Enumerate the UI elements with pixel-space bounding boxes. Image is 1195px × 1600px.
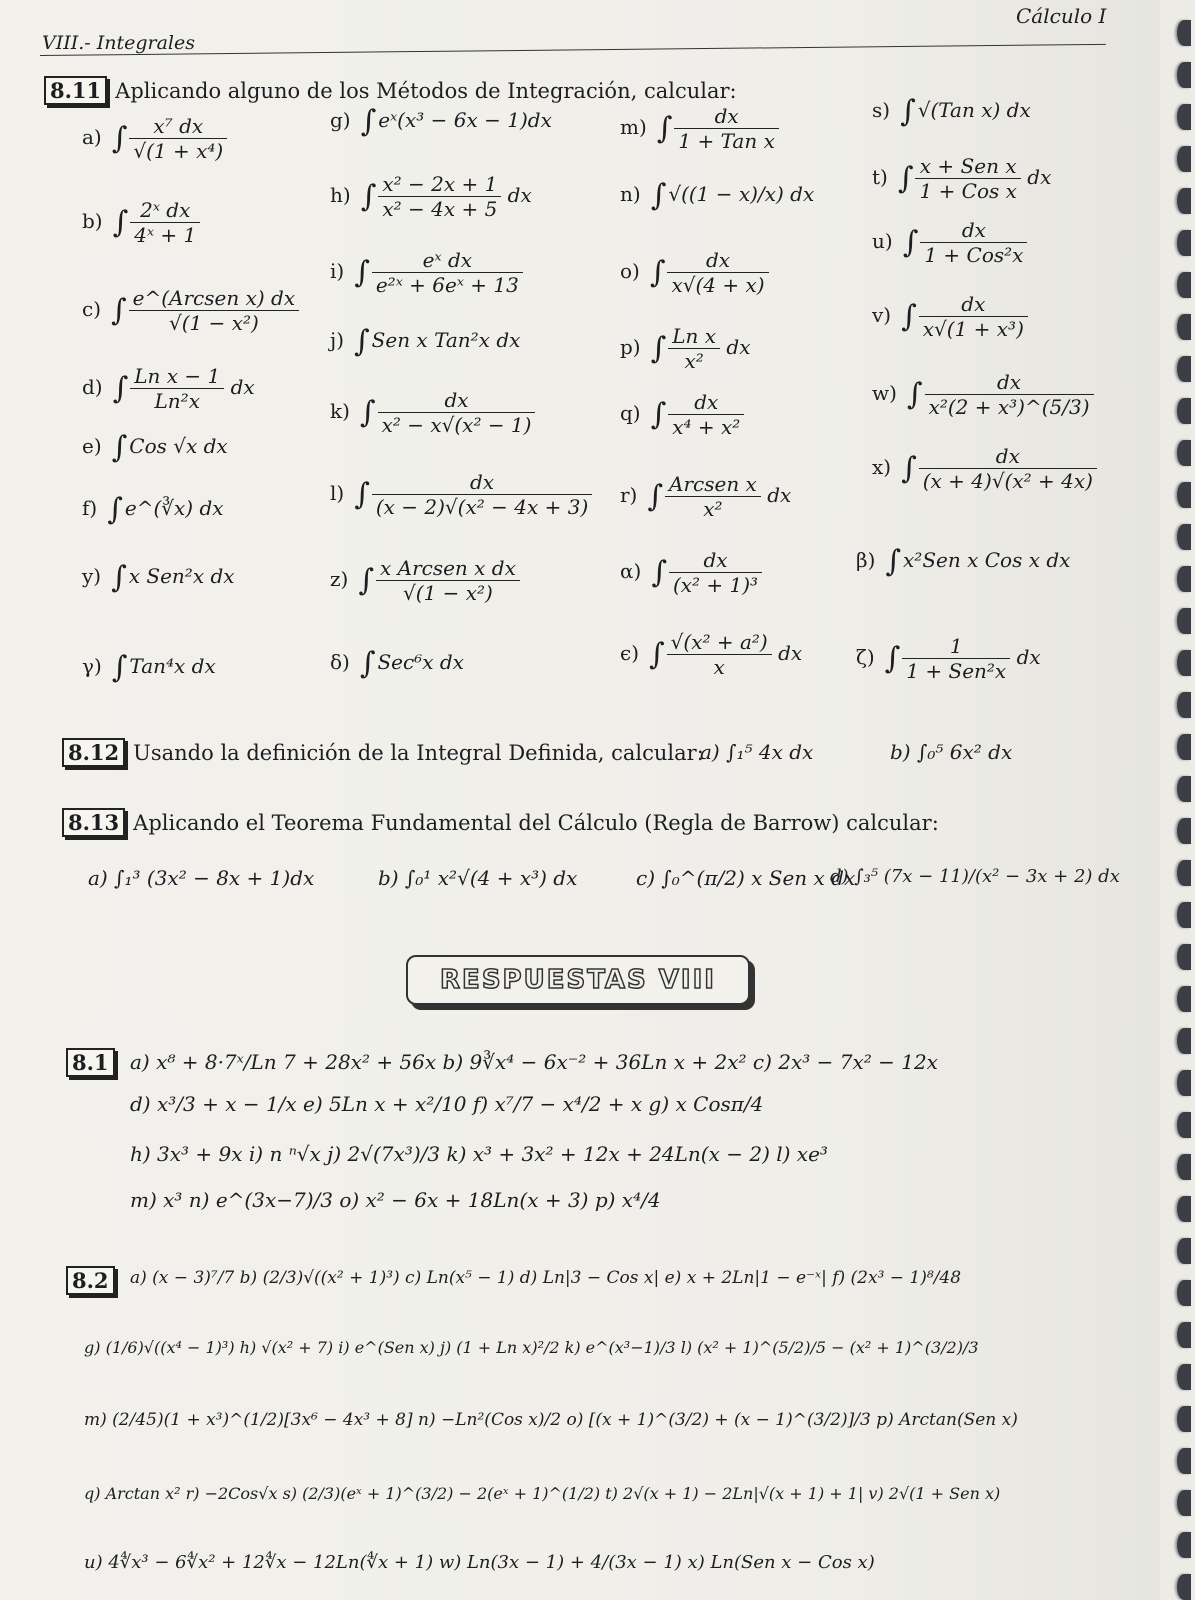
denominator: 1 + Sen²x (906, 659, 1007, 683)
binding-ring (1177, 692, 1191, 718)
integral-sign: ∫ (360, 179, 377, 214)
binding-ring (1177, 608, 1191, 634)
exercise-8-12-b: b) ∫₀⁵ 6x² dx (890, 740, 1013, 764)
binding-ring (1177, 944, 1191, 970)
exercise-8-11-item (330, 324, 520, 359)
integrand: Cos √x dx (129, 434, 228, 458)
integral-sign: ∫ (656, 111, 673, 146)
integral-sign: ∫ (111, 560, 127, 595)
item-label: ζ) (856, 645, 875, 669)
binding-ring (1177, 1490, 1191, 1516)
binding-ring (1177, 986, 1191, 1012)
answer-row: a) x⁸ + 8·7ˣ/Ln 7 + 28x² + 56x b) 9∛x⁴ − 6x⁻² + 36Ln x + 2x² c) 2x³ − 7x² − 12x (130, 1050, 938, 1074)
binding-ring (1177, 440, 1191, 466)
fraction (919, 444, 1097, 493)
item-label: x) (872, 455, 892, 479)
numerator: dx (669, 548, 762, 573)
numerator: x + Sen x (915, 154, 1020, 179)
binding-ring (1177, 1196, 1191, 1222)
numerator: dx (668, 390, 744, 415)
integral-sign: ∫ (354, 255, 370, 290)
binding-ring (1177, 1238, 1191, 1264)
integral-sign: ∫ (111, 293, 127, 328)
exercise-8-11-item (620, 390, 744, 439)
binding-ring (1177, 650, 1191, 676)
item-label: y) (82, 564, 102, 588)
fraction (925, 370, 1094, 419)
binding-ring (1177, 524, 1191, 550)
item-label: w) (872, 381, 897, 405)
numerator: dx (925, 370, 1094, 395)
binding-ring (1177, 1280, 1191, 1306)
integral-sign: ∫ (906, 377, 923, 412)
denominator: x⁴ + x² (672, 415, 741, 439)
exercise-8-11-item (82, 286, 299, 335)
integral-sign: ∫ (354, 324, 370, 359)
item-label: δ) (330, 650, 350, 674)
section-title: Usando la definición de la Integral Definida, calcular: (133, 741, 704, 765)
fraction (920, 218, 1027, 267)
fraction (919, 292, 1028, 341)
item-label: s) (872, 98, 891, 122)
exercise-8-11-item (620, 630, 802, 679)
denominator: x²(2 + x³)^(5/3) (928, 395, 1090, 419)
denominator: (x² + 1)³ (672, 573, 759, 597)
binding-ring (1177, 482, 1191, 508)
exercise-8-11-item (872, 444, 1097, 493)
binding-ring (1177, 146, 1191, 172)
integral-sign: ∫ (884, 641, 901, 676)
exercise-8-13-b: b) ∫₀¹ x²√(4 + x³) dx (378, 866, 578, 890)
exercise-8-11-item (872, 94, 1031, 129)
binding-ring (1177, 314, 1191, 340)
integrand: x²Sen x Cos x dx (903, 548, 1071, 572)
exercise-8-11-item (856, 544, 1070, 579)
binding-ring (1177, 1028, 1191, 1054)
integral-sign: ∫ (897, 161, 914, 196)
item-label: γ) (82, 654, 102, 678)
fraction (130, 364, 224, 413)
exercise-8-11-item (82, 114, 227, 163)
exercise-8-11-item (620, 248, 769, 297)
exercise-8-11-item (330, 104, 552, 139)
differential: dx (760, 483, 792, 507)
exercise-8-11-item (82, 198, 200, 247)
item-label: f) (82, 496, 98, 520)
item-label: l) (330, 481, 345, 505)
answer-row: g) (1/6)√((x⁴ − 1)³) h) √(x² + 7) i) e^(Sen x) j) (1 + Ln x)²/2 k) e^(x³−1)/3 l) (x² + 1)^(5/2)/5 − (x² + 1)^(3/2)/3 (84, 1338, 979, 1357)
answers-banner: RESPUESTAS VIII (406, 955, 750, 1005)
denominator: e²ˣ + 6eˣ + 13 (375, 273, 519, 297)
denominator: (x − 2)√(x² − 4x + 3) (375, 495, 589, 519)
integral-sign: ∫ (354, 477, 370, 512)
integral-sign: ∫ (359, 395, 376, 430)
exercise-8-11-item (330, 646, 464, 681)
exercise-8-11-item (620, 178, 814, 213)
binding-ring (1177, 272, 1191, 298)
integral-sign: ∫ (360, 104, 377, 139)
binding-ring (1177, 398, 1191, 424)
numerator: √(x² + a²) (667, 630, 772, 655)
binding-ring (1177, 860, 1191, 886)
binding-ring (1177, 356, 1191, 382)
integrand: √((1 − x)/x) dx (668, 182, 815, 206)
item-label: i) (330, 259, 345, 283)
answer-row: m) x³ n) e^(3x−7)/3 o) x² − 6x + 18Ln(x + 3) p) x⁴/4 (130, 1188, 661, 1212)
denominator: √(1 − x²) (403, 581, 493, 605)
binding-ring (1177, 188, 1191, 214)
item-label: v) (872, 303, 892, 327)
fraction (674, 104, 778, 153)
item-label: u) (872, 229, 893, 253)
denominator: 1 + Cos x (919, 179, 1017, 203)
fraction (669, 548, 762, 597)
section-8-11-heading (44, 76, 737, 105)
exercise-8-11-item (872, 292, 1028, 341)
numerator: eˣ dx (372, 248, 523, 273)
spiral-binding (1157, 0, 1195, 1600)
numerator: x Arcsen x dx (376, 556, 520, 581)
item-label: m) (620, 115, 647, 139)
fraction (915, 154, 1020, 203)
numerator: Ln x (668, 324, 720, 349)
integral-sign: ∫ (901, 451, 917, 486)
binding-ring (1177, 230, 1191, 256)
differential: dx (501, 183, 532, 207)
exercise-8-13-c: c) ∫₀^(π/2) x Sen x dx (636, 866, 856, 890)
section-title: Aplicando el Teorema Fundamental del Cálculo (Regla de Barrow) calcular: (133, 811, 939, 835)
binding-ring (1177, 902, 1191, 928)
fraction (129, 286, 299, 335)
integrand: Sen x Tan²x dx (371, 328, 521, 352)
item-label: h) (330, 183, 351, 207)
fraction (130, 198, 200, 247)
binding-ring (1177, 1070, 1191, 1096)
binding-ring (1177, 1448, 1191, 1474)
exercise-8-11-item (620, 472, 791, 521)
answer-row: d) x³/3 + x − 1/x e) 5Ln x + x²/10 f) x⁷/7 − x⁴/2 + x g) x Cosπ/4 (130, 1092, 764, 1116)
binding-ring (1177, 104, 1191, 130)
differential: dx (224, 375, 255, 399)
integral-sign: ∫ (902, 225, 919, 260)
numerator: Ln x − 1 (130, 364, 224, 389)
numerator: 1 (902, 634, 1010, 659)
numerator: x² − 2x + 1 (378, 172, 501, 197)
exercise-8-11-item (330, 388, 535, 437)
numerator: dx (919, 292, 1028, 317)
section-title: Aplicando alguno de los Métodos de Integración, calcular: (115, 79, 737, 103)
denominator: x² − x√(x² − 1) (381, 413, 532, 437)
denominator: √(1 − x²) (168, 311, 259, 335)
binding-ring (1177, 1574, 1191, 1600)
integrand: e^(∛x) dx (124, 496, 224, 520)
exercise-8-11-item (330, 470, 592, 519)
binding-ring (1177, 818, 1191, 844)
exercise-8-11-item (330, 248, 523, 297)
item-label: o) (620, 259, 640, 283)
fraction (378, 388, 536, 437)
section-8-13-heading (62, 808, 939, 837)
integral-sign: ∫ (650, 397, 667, 432)
integral-sign: ∫ (649, 255, 666, 290)
section-8-12-heading (62, 738, 704, 767)
integral-sign: ∫ (901, 299, 917, 334)
denominator: x√(1 + x³) (922, 317, 1024, 341)
item-label: ϵ) (620, 641, 640, 665)
binding-ring (1177, 1322, 1191, 1348)
integral-sign: ∫ (112, 205, 129, 240)
integral-sign: ∫ (111, 121, 128, 156)
item-label: z) (330, 567, 349, 591)
integral-sign: ∫ (651, 555, 667, 590)
integral-sign: ∫ (111, 650, 128, 685)
numerator: dx (667, 248, 768, 273)
item-label: g) (330, 108, 351, 132)
item-label: a) (82, 125, 102, 149)
binding-ring (1177, 734, 1191, 760)
denominator: 1 + Cos²x (924, 243, 1024, 267)
integral-sign: ∫ (111, 430, 128, 465)
fraction (376, 556, 520, 605)
exercise-8-11-item (872, 370, 1094, 419)
integral-sign: ∫ (650, 178, 667, 213)
answer-row: u) 4∜x³ − 6∜x² + 12∜x − 12Ln(∜x + 1) w) Ln(3x − 1) + 4/(3x − 1) x) Ln(Sen x − Cos x) (84, 1552, 875, 1573)
item-label: p) (620, 335, 641, 359)
fraction (902, 634, 1010, 683)
denominator: x² − 4x + 5 (382, 197, 498, 221)
denominator: √(1 + x⁴) (133, 139, 224, 163)
fraction (668, 390, 744, 439)
differential: dx (1010, 645, 1041, 669)
denominator: 1 + Tan x (678, 129, 775, 153)
exercise-8-11-item (82, 650, 216, 685)
answer-row: q) Arctan x² r) −2Cos√x s) (2/3)(eˣ + 1)^(3/2) − 2(eˣ + 1)^(1/2) t) 2√(x + 1) − 2Ln|√(x + 1) + 1| v) 2√(1 + Sen x) (84, 1484, 1001, 1503)
numerator: 2ˣ dx (130, 198, 200, 223)
differential: dx (1020, 165, 1052, 189)
denominator: x√(4 + x) (671, 273, 765, 297)
exercise-8-11-item (620, 104, 779, 153)
numerator: dx (372, 470, 592, 495)
integral-sign: ∫ (647, 479, 664, 514)
item-label: k) (330, 399, 350, 423)
denominator: (x + 4)√(x² + 4x) (922, 469, 1093, 493)
integral-sign: ∫ (900, 94, 916, 129)
answer-row: m) (2/45)(1 + x³)^(1/2)[3x⁶ − 4x³ + 8] n) −Ln²(Cos x)/2 o) [(x + 1)^(3/2) + (x − 1)^(3/2)]/3 p) Arctan(Sen x) (84, 1410, 1018, 1430)
answer-row: a) (x − 3)⁷/7 b) (2/3)√((x² + 1)³) c) Ln(x⁵ − 1) d) Ln|3 − Cos x| e) x + 2Ln|1 − e⁻ˣ| f) (2x³ − 1)⁸/48 (130, 1268, 962, 1288)
binding-ring (1177, 566, 1191, 592)
differential: dx (771, 641, 803, 665)
binding-ring (1177, 1154, 1191, 1180)
fraction (665, 472, 761, 521)
integral-sign: ∫ (358, 563, 374, 598)
fraction (667, 248, 768, 297)
integrand: x Sen²x dx (128, 564, 235, 588)
exercise-8-11-item (82, 492, 224, 527)
item-label: n) (620, 182, 641, 206)
header-rule (40, 44, 1106, 56)
item-label: r) (620, 483, 638, 507)
exercise-8-11-item (82, 430, 228, 465)
numerator: dx (674, 104, 778, 129)
integral-sign: ∫ (107, 492, 123, 527)
numerator: dx (920, 218, 1027, 243)
item-label: e) (82, 434, 102, 458)
fraction (372, 248, 523, 297)
exercise-8-11-item (856, 634, 1041, 683)
integral-sign: ∫ (112, 371, 129, 406)
section-number: 8.1 (66, 1048, 115, 1077)
exercise-8-13-d: d) ∫₃⁵ (7x − 11)/(x² − 3x + 2) dx (830, 866, 1120, 887)
section-number: 8.2 (66, 1266, 115, 1295)
binding-ring (1177, 20, 1191, 46)
differential: dx (720, 335, 751, 359)
exercise-8-11-item (330, 556, 520, 605)
numerator: x⁷ dx (129, 114, 227, 139)
numerator: dx (378, 388, 536, 413)
integral-sign: ∫ (885, 544, 902, 579)
exercise-8-13-a: a) ∫₁³ (3x² − 8x + 1)dx (88, 866, 315, 890)
integrand: √(Tan x) dx (917, 98, 1031, 122)
exercise-8-11-item (82, 560, 235, 595)
fraction (372, 470, 592, 519)
exercise-8-11-item (620, 548, 762, 597)
item-label: α) (620, 559, 642, 583)
binding-ring (1177, 1112, 1191, 1138)
binding-ring (1177, 1364, 1191, 1390)
binding-ring (1177, 776, 1191, 802)
item-label: b) (82, 209, 103, 233)
answer-row: h) 3x³ + 9x i) n ⁿ√x j) 2√(7x³)/3 k) x³ + 3x² + 12x + 24Ln(x − 2) l) xe³ (130, 1142, 828, 1166)
fraction (668, 324, 720, 373)
exercise-8-11-item (82, 364, 255, 413)
section-number: 8.13 (62, 808, 125, 837)
numerator: Arcsen x (665, 472, 761, 497)
course-title: Cálculo I (1016, 4, 1107, 28)
numerator: dx (919, 444, 1097, 469)
item-label: q) (620, 401, 641, 425)
denominator: Ln²x (154, 389, 200, 413)
numerator: e^(Arcsen x) dx (129, 286, 299, 311)
binding-ring (1177, 1532, 1191, 1558)
exercise-8-12-a: a) ∫₁⁵ 4x dx (700, 740, 814, 764)
denominator: 4ˣ + 1 (134, 223, 197, 247)
chapter-title: VIII.- Integrales (42, 32, 196, 54)
fraction (129, 114, 227, 163)
denominator: x (713, 655, 725, 679)
item-label: d) (82, 375, 103, 399)
integral-sign: ∫ (649, 637, 665, 672)
exercise-8-11-item (872, 154, 1051, 203)
binding-ring (1177, 1406, 1191, 1432)
integral-sign: ∫ (650, 331, 667, 366)
integrand: Tan⁴x dx (129, 654, 216, 678)
item-label: t) (872, 165, 888, 189)
fraction (378, 172, 501, 221)
item-label: c) (82, 297, 102, 321)
exercise-8-11-item (330, 172, 532, 221)
denominator: x² (703, 497, 723, 521)
integrand: eˣ(x³ − 6x − 1)dx (378, 108, 552, 132)
section-number: 8.12 (62, 738, 125, 767)
exercise-8-11-item (872, 218, 1027, 267)
integral-sign: ∫ (359, 646, 376, 681)
exercise-8-11-item (620, 324, 751, 373)
integrand: Sec⁶x dx (377, 650, 464, 674)
answers-8-2-heading (66, 1266, 123, 1295)
item-label: j) (330, 328, 345, 352)
denominator: x² (684, 349, 704, 373)
section-number: 8.11 (44, 76, 107, 105)
fraction (667, 630, 772, 679)
answers-8-1-heading (66, 1048, 123, 1077)
binding-ring (1177, 62, 1191, 88)
item-label: β) (856, 548, 876, 572)
